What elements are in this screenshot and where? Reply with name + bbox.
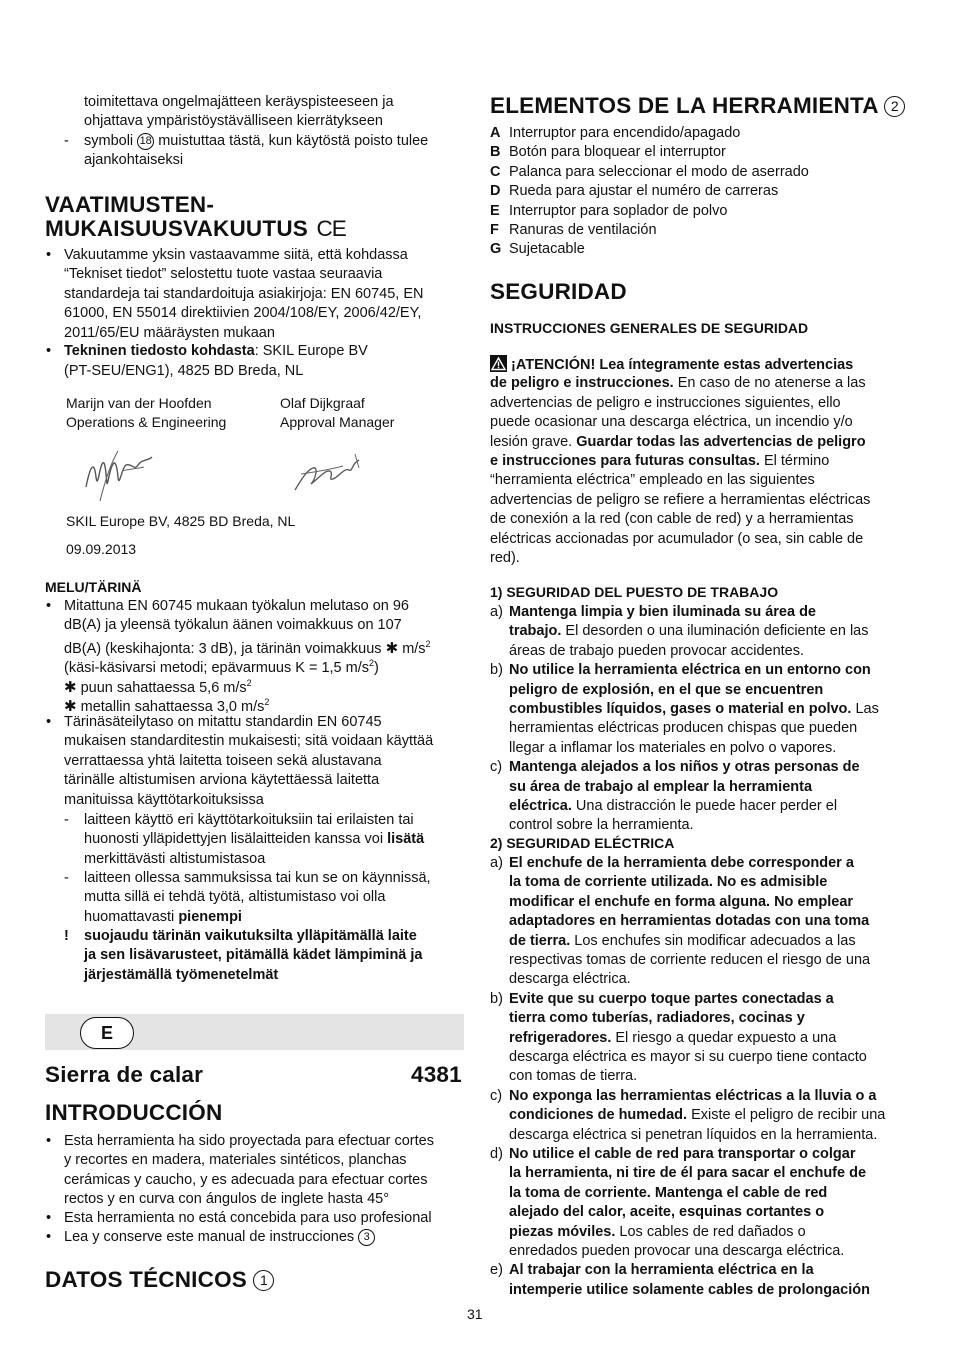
warning-line-11 (490, 549, 520, 568)
asterisk-icon: ✱ (64, 698, 77, 715)
item-a-line-7 (509, 970, 631, 989)
item-b-line-1 (509, 661, 871, 680)
warning-segment: de conexión a la red (con cable de red) y a herramientas (490, 511, 854, 528)
signer-2-name: Olaf Dijkgraaf (280, 395, 365, 411)
noise-b2-line-2: mukaisen standarditestin mukaisesti; sitä voidaan käyttää (64, 733, 434, 750)
bullet-dot: • (46, 1133, 52, 1149)
noise-d1-line-2 (84, 830, 424, 849)
item-c-segment: Una distracción le puede hacer perder el (571, 798, 838, 814)
item-d-line-5 (509, 1223, 806, 1242)
item-b-segment: Evite que su cuerpo toque partes conectadas a (509, 990, 834, 1007)
symbol-number-badge: 18 (137, 133, 154, 150)
item-d-segment: Los cables de red dañados o (615, 1223, 806, 1240)
item-b-segment: llegar a inflamar los materiales en polvo o vapores. (509, 739, 837, 756)
item-a-segment: trabajo. (509, 623, 562, 640)
item-c-line-3 (509, 797, 837, 816)
noise-d1-bold: lisätä (387, 831, 425, 848)
item-d-line-2 (509, 1164, 866, 1183)
item-d-segment: la herramienta, ni tire de él para sacar el enchufe de (509, 1165, 867, 1182)
asterisk-icon: ✱ (385, 640, 399, 657)
item-e-line-1 (509, 1261, 814, 1280)
item-e-segment: Al trabajar con la herramienta eléctrica en la (509, 1262, 814, 1279)
intro-bullet-3 (64, 1228, 375, 1247)
item-a-line-5 (509, 932, 856, 951)
figure-number-badge: 2 (884, 96, 905, 117)
item-a-line-3 (509, 642, 804, 661)
item-c-segment: control sobre la herramienta. (509, 817, 694, 834)
noise-b2-line-5: manituissa käyttötarkoituksissa (64, 791, 264, 808)
elements-heading-text: ELEMENTOS DE LA HERRAMIENTA (490, 93, 878, 118)
exclamation-marker: ! (64, 928, 69, 944)
item-b-segment: Las (851, 701, 879, 717)
tech-file-label: Tekninen tiedosto kohdasta (64, 343, 255, 359)
warning-segment: puede ocasionar una descarga eléctrica, un incendio y/o (490, 414, 853, 431)
warning-line-2 (490, 374, 866, 393)
item-d-segment: piezas móviles. (509, 1223, 616, 1240)
noise-b1-line4-text: (käsi-käsivarsi metodi; epävarmuus K = 1,5 m/s (64, 660, 370, 676)
symbol-pre: symboli (84, 133, 134, 149)
item-a-line-4 (509, 912, 869, 931)
item-a-segment: El enchufe de la herramienta debe corresponder a (509, 855, 854, 871)
intro-b1-line-3: cerámicas y caucho, y es adecuada para efectuar cortes (64, 1171, 428, 1188)
ce-mark-icon: CE (316, 216, 346, 241)
noise-d2-bold: pienempi (178, 908, 242, 925)
warning-segment: de peligro e instrucciones. (490, 375, 674, 392)
item-c-line-1 (509, 1087, 877, 1106)
item-d-segment: No utilice el cable de red para transportar o colgar (509, 1146, 856, 1162)
item-e-line-2 (509, 1281, 870, 1300)
signer-2-title: Approval Manager (280, 414, 395, 430)
warning-triangle-icon (490, 355, 507, 372)
item-e-segment: intemperie utilice solamente cables de prolongación (509, 1281, 870, 1298)
item-b-line-3 (509, 1029, 836, 1048)
item-a-segment: modificar el enchufe en forma alguna. No emplear (509, 893, 854, 910)
item-a-segment: respectivas tomas de corriente reducen el riesgo de una (509, 952, 871, 968)
item-a-line-3 (509, 893, 853, 912)
warning-segment: advertencias de peligro e instrucciones siguientes, ello (490, 394, 841, 411)
item-a-line-2 (509, 873, 827, 892)
paren-close: ) (374, 660, 379, 676)
intro-heading: INTRODUCCIÓN (45, 1100, 223, 1125)
element-key: B (490, 144, 501, 161)
element-label: Rueda para ajustar el numéro de carreras (509, 183, 779, 200)
warning-segment: “herramienta eléctrica” empleado en las siguientes (490, 472, 815, 489)
bullet-dot: • (46, 247, 52, 263)
item-b-line-5 (509, 739, 836, 758)
warning-line-1 (490, 355, 853, 375)
page-number: 31 (467, 1306, 483, 1322)
item-key: c) (490, 1087, 503, 1104)
warning-line-9 (490, 510, 854, 529)
intro-b1-line-2: y recortes en madera, materiales sintéticos, planchas (64, 1152, 407, 1169)
noise-metal-text: metallin sahattaessa 3,0 m/s (80, 699, 265, 715)
element-label: Ranuras de ventilación (509, 222, 657, 238)
item-c-segment: su área de trabajo al emplear la herramienta (509, 778, 813, 795)
noise-excl-line-2: ja sen lisävarusteet, pitämällä kädet lämpiminä ja (84, 947, 423, 964)
symbol-line (84, 132, 428, 151)
warning-segment: eléctricas accionadas por acumulador (o sea, sin cable de (490, 530, 864, 547)
element-key: G (490, 241, 502, 258)
item-a-line-1 (509, 854, 854, 873)
item-key: b) (490, 662, 503, 679)
item-b-line-2 (509, 1009, 805, 1028)
bullet-dot: • (46, 343, 52, 359)
warning-segment: ¡ATENCIÓN! Lea íntegramente estas advertencias (507, 357, 854, 373)
item-b-segment: El riesgo a quedar expuesto a una (611, 1029, 837, 1046)
item-c-line-1 (509, 758, 860, 777)
bullet-dot: • (46, 598, 52, 614)
noise-b2-line-3: verrattaessa yhtä laitetta toiseen sekä alustavana (64, 752, 382, 769)
figure-number-badge: 3 (358, 1229, 375, 1246)
item-b-segment: combustibles líquidos, gases o material en polvo. (509, 701, 852, 717)
item-b-segment: No utilice la herramienta eléctrica en un entorno con (509, 662, 871, 679)
item-b-line-5 (509, 1067, 637, 1086)
item-d-line-6 (509, 1242, 844, 1261)
noise-b2-line-4: tärinälle altistumisen arviona käytettäessä laitetta (64, 772, 380, 789)
signature-1-image (82, 447, 156, 505)
noise-d1-text: huonosti ylläpidettyjen lisälaitteiden kanssa voi (84, 831, 388, 848)
asterisk-icon: ✱ (64, 679, 77, 696)
bullet-dot: • (46, 1210, 52, 1226)
noise-unit: m/s (402, 641, 426, 657)
item-b-segment: refrigeradores. (509, 1029, 612, 1046)
warning-line-8 (490, 491, 870, 510)
item-c-segment: Existe el peligro de recibir una (687, 1107, 886, 1124)
noise-d1-line-3: merkittävästi altistumistasoa (84, 850, 266, 867)
noise-excl-line-3: järjestämällä työmenetelmät (84, 966, 279, 983)
item-a-line-2 (509, 622, 869, 641)
item-b-line-2 (509, 681, 823, 700)
item-key: d) (490, 1146, 503, 1162)
dash-marker: - (64, 812, 69, 828)
item-d-segment: enredados pueden provocar una descarga eléctrica. (509, 1243, 845, 1259)
warning-line-5 (490, 433, 866, 452)
conformity-b1-line-3: standardeja tai standardoituja asiakirjoja: EN 60745, EN (64, 285, 424, 302)
noise-excl-line-1: suojaudu tärinän vaikutuksilta ylläpitämällä laite (84, 928, 417, 944)
noise-d2-line-1: laitteen ollessa sammuksissa tai kun se on käynnissä, (84, 870, 431, 886)
intro-bullet-3-text: Lea y conserve este manual de instrucciones (64, 1229, 355, 1245)
company-address: SKIL Europe BV, 4825 BD Breda, NL (66, 513, 296, 529)
conformity-b1-line-5: 2011/65/EU määräysten mukaan (64, 324, 275, 341)
item-d-segment: alejado del calor, aceite, esquinas cortantes o (509, 1204, 825, 1221)
continuation-line-2: ohjattava ympäristöystävälliseen kierrätykseen (84, 113, 383, 129)
element-key: C (490, 163, 501, 180)
s1-heading: 1) SEGURIDAD DEL PUESTO DE TRABAJO (490, 584, 779, 600)
conformity-b1-line-2: “Tekniset tiedot” selostettu tuote vastaa seuraavia (64, 266, 383, 283)
warning-line-10 (490, 530, 863, 549)
safety-subheading: INSTRUCCIONES GENERALES DE SEGURIDAD (490, 320, 809, 336)
item-c-segment: No exponga las herramientas eléctricas a la lluvia o a (509, 1087, 877, 1104)
item-c-segment: eléctrica. (509, 798, 572, 814)
conformity-b1-line-4: 61000, EN 55014 direktiivien 2004/108/EY, 2006/42/EY, (64, 305, 422, 322)
warning-segment: advertencias de peligro se refiere a herramientas eléctricas (490, 491, 871, 508)
item-a-line-1 (509, 603, 816, 622)
element-key: A (490, 125, 501, 141)
item-b-segment: peligro de explosión, en el que se encuentren (509, 681, 824, 698)
element-key: D (490, 183, 501, 200)
continuation-line-1: toimitettava ongelmajätteen keräyspisteeseen ja (84, 94, 394, 110)
item-key: a) (490, 604, 503, 620)
squared-sup: 2 (369, 658, 375, 668)
element-label: Palanca para seleccionar el modo de aserrado (509, 163, 809, 180)
item-b-line-3 (509, 700, 879, 719)
noise-d1-line-1: laitteen käyttö eri käyttötarkoituksiin tai erilaisten tai (84, 812, 414, 828)
noise-d2-line-2: mutta sillä ei tehdä työtä, altistumistaso voi olla (84, 889, 386, 906)
item-c-line-3 (509, 1126, 877, 1145)
product-number: 4381 (411, 1062, 462, 1087)
item-c-segment: descarga eléctrica si penetran líquidos en la herramienta. (509, 1126, 878, 1143)
signer-1-name: Marijn van der Hoofden (66, 395, 212, 411)
item-b-line-4 (509, 1048, 867, 1067)
bullet-dot: • (46, 714, 52, 730)
declaration-date: 09.09.2013 (66, 541, 137, 557)
item-b-segment: tierra como tuberías, radiadores, cocinas y (509, 1010, 805, 1027)
item-key: e) (490, 1262, 503, 1279)
item-a-segment: de tierra. (509, 932, 571, 949)
dash-marker: - (64, 870, 69, 886)
element-label: Interruptor para encendido/apagado (509, 125, 741, 141)
item-a-segment: adaptadores en herramientas dotadas con una toma (509, 913, 870, 930)
item-b-line-4 (509, 719, 857, 738)
noise-d2-text: huomattavasti (84, 908, 179, 925)
item-a-segment: El desorden o una iluminación deficiente en las (561, 623, 869, 640)
signature-2-image (291, 450, 365, 496)
safety-heading: SEGURIDAD (490, 279, 627, 304)
symbol-cont: ajankohtaiseksi (84, 152, 184, 168)
warning-segment: En caso de no atenerse a las (673, 375, 866, 392)
item-d-line-1 (509, 1145, 856, 1164)
item-c-line-2 (509, 778, 812, 797)
noise-b1-line3-text: dB(A) (keskihajonta: 3 dB), ja tärinän voimakkuus (64, 641, 382, 657)
symbol-dash: - (64, 133, 69, 149)
warning-line-4 (490, 413, 853, 432)
element-label: Sujetacable (509, 241, 585, 258)
warning-segment: lesión grave. (490, 433, 577, 450)
noise-b1-line2: dB(A) ja yleensä työkalun äänen voimakkuus on 107 (64, 617, 402, 633)
language-badge: E (80, 1017, 134, 1049)
item-a-segment: áreas de trabajo pueden provocar accidentes. (509, 642, 805, 659)
warning-segment: red). (490, 550, 520, 566)
item-a-line-6 (509, 951, 870, 970)
tech-file-address: (PT-SEU/ENG1), 4825 BD Breda, NL (64, 363, 304, 379)
item-key: c) (490, 759, 503, 776)
signer-1-title: Operations & Engineering (66, 414, 227, 430)
element-label: Botón para bloquear el interruptor (509, 144, 726, 161)
item-b-segment: herramientas eléctricas producen chispas que pueden (509, 720, 858, 737)
intro-b1-line-4: rectos y en curva con ángulos de inglete hasta 45° (64, 1191, 390, 1208)
conformity-heading-line1: VAATIMUSTEN- (45, 192, 215, 217)
item-c-line-2 (509, 1106, 885, 1125)
warning-segment: Guardar todas las advertencias de peligro (576, 433, 866, 450)
noise-wood-text: puun sahattaessa 5,6 m/s (80, 680, 247, 696)
item-a-segment: Los enchufes sin modificar adecuados a las (570, 932, 856, 949)
item-d-line-3 (509, 1184, 827, 1203)
intro-bullet-2: Esta herramienta no está concebida para uso profesional (64, 1210, 432, 1226)
product-name: Sierra de calar (45, 1062, 204, 1087)
s2-heading: 2) SEGURIDAD ELÉCTRICA (490, 835, 675, 851)
element-label: Interruptor para soplador de polvo (509, 202, 728, 219)
item-c-line-4 (509, 816, 694, 835)
intro-b1-line-1: Esta herramienta ha sido proyectada para efectuar cortes (64, 1133, 434, 1149)
item-a-segment: Mantenga limpia y bien iluminada su área de (509, 604, 816, 620)
warning-segment: e instrucciones para futuras consultas. (490, 453, 760, 469)
conformity-heading-line2 (45, 217, 346, 241)
tech-data-heading-text: DATOS TÉCNICOS (45, 1267, 247, 1292)
warning-segment: El término (759, 453, 830, 469)
elements-heading (490, 94, 905, 118)
noise-b2-line-1: Tärinäsäteilytaso on mitattu standardin EN 60745 (64, 714, 382, 730)
item-c-segment: condiciones de humedad. (509, 1107, 688, 1124)
item-d-segment: la toma de corriente. Mantenga el cable de red (509, 1184, 828, 1201)
warning-line-6 (490, 452, 829, 471)
symbol-post: muistuttaa tästä, kun käytöstä poisto tulee (158, 133, 429, 149)
item-b-line-1 (509, 990, 834, 1009)
tech-data-heading (45, 1268, 274, 1292)
squared-sup: 2 (246, 678, 252, 688)
item-d-line-4 (509, 1203, 824, 1222)
item-b-segment: con tomas de tierra. (509, 1068, 638, 1085)
item-a-segment: la toma de corriente utilizada. No es admisible (509, 874, 828, 891)
tech-file-value: : SKIL Europe BV (254, 343, 368, 359)
item-c-segment: Mantenga alejados a los niños y otras personas de (509, 759, 860, 776)
item-a-segment: descarga eléctrica. (509, 971, 631, 988)
item-key: a) (490, 855, 503, 871)
element-key: F (490, 222, 499, 238)
noise-b1-line1: Mitattuna EN 60745 mukaan työkalun melutaso on 96 (64, 598, 409, 614)
figure-number-badge: 1 (253, 1270, 274, 1291)
conformity-heading-text: MUKAISUUSVAKUUTUS (45, 216, 308, 241)
warning-line-3 (490, 394, 841, 413)
element-key: E (490, 202, 500, 219)
noise-d2-line-3 (84, 908, 242, 927)
bullet-dot: • (46, 1229, 52, 1245)
conformity-bullet-2 (64, 342, 368, 361)
squared-sup: 2 (264, 697, 270, 707)
warning-line-7 (490, 471, 815, 490)
noise-heading: MELU/TÄRINÄ (45, 579, 142, 595)
conformity-b1-line-1: Vakuutamme yksin vastaavamme siitä, että kohdassa (64, 247, 408, 263)
item-key: b) (490, 990, 503, 1007)
item-b-segment: descarga eléctrica es mayor si su cuerpo tiene contacto (509, 1049, 867, 1065)
squared-sup: 2 (425, 639, 431, 649)
